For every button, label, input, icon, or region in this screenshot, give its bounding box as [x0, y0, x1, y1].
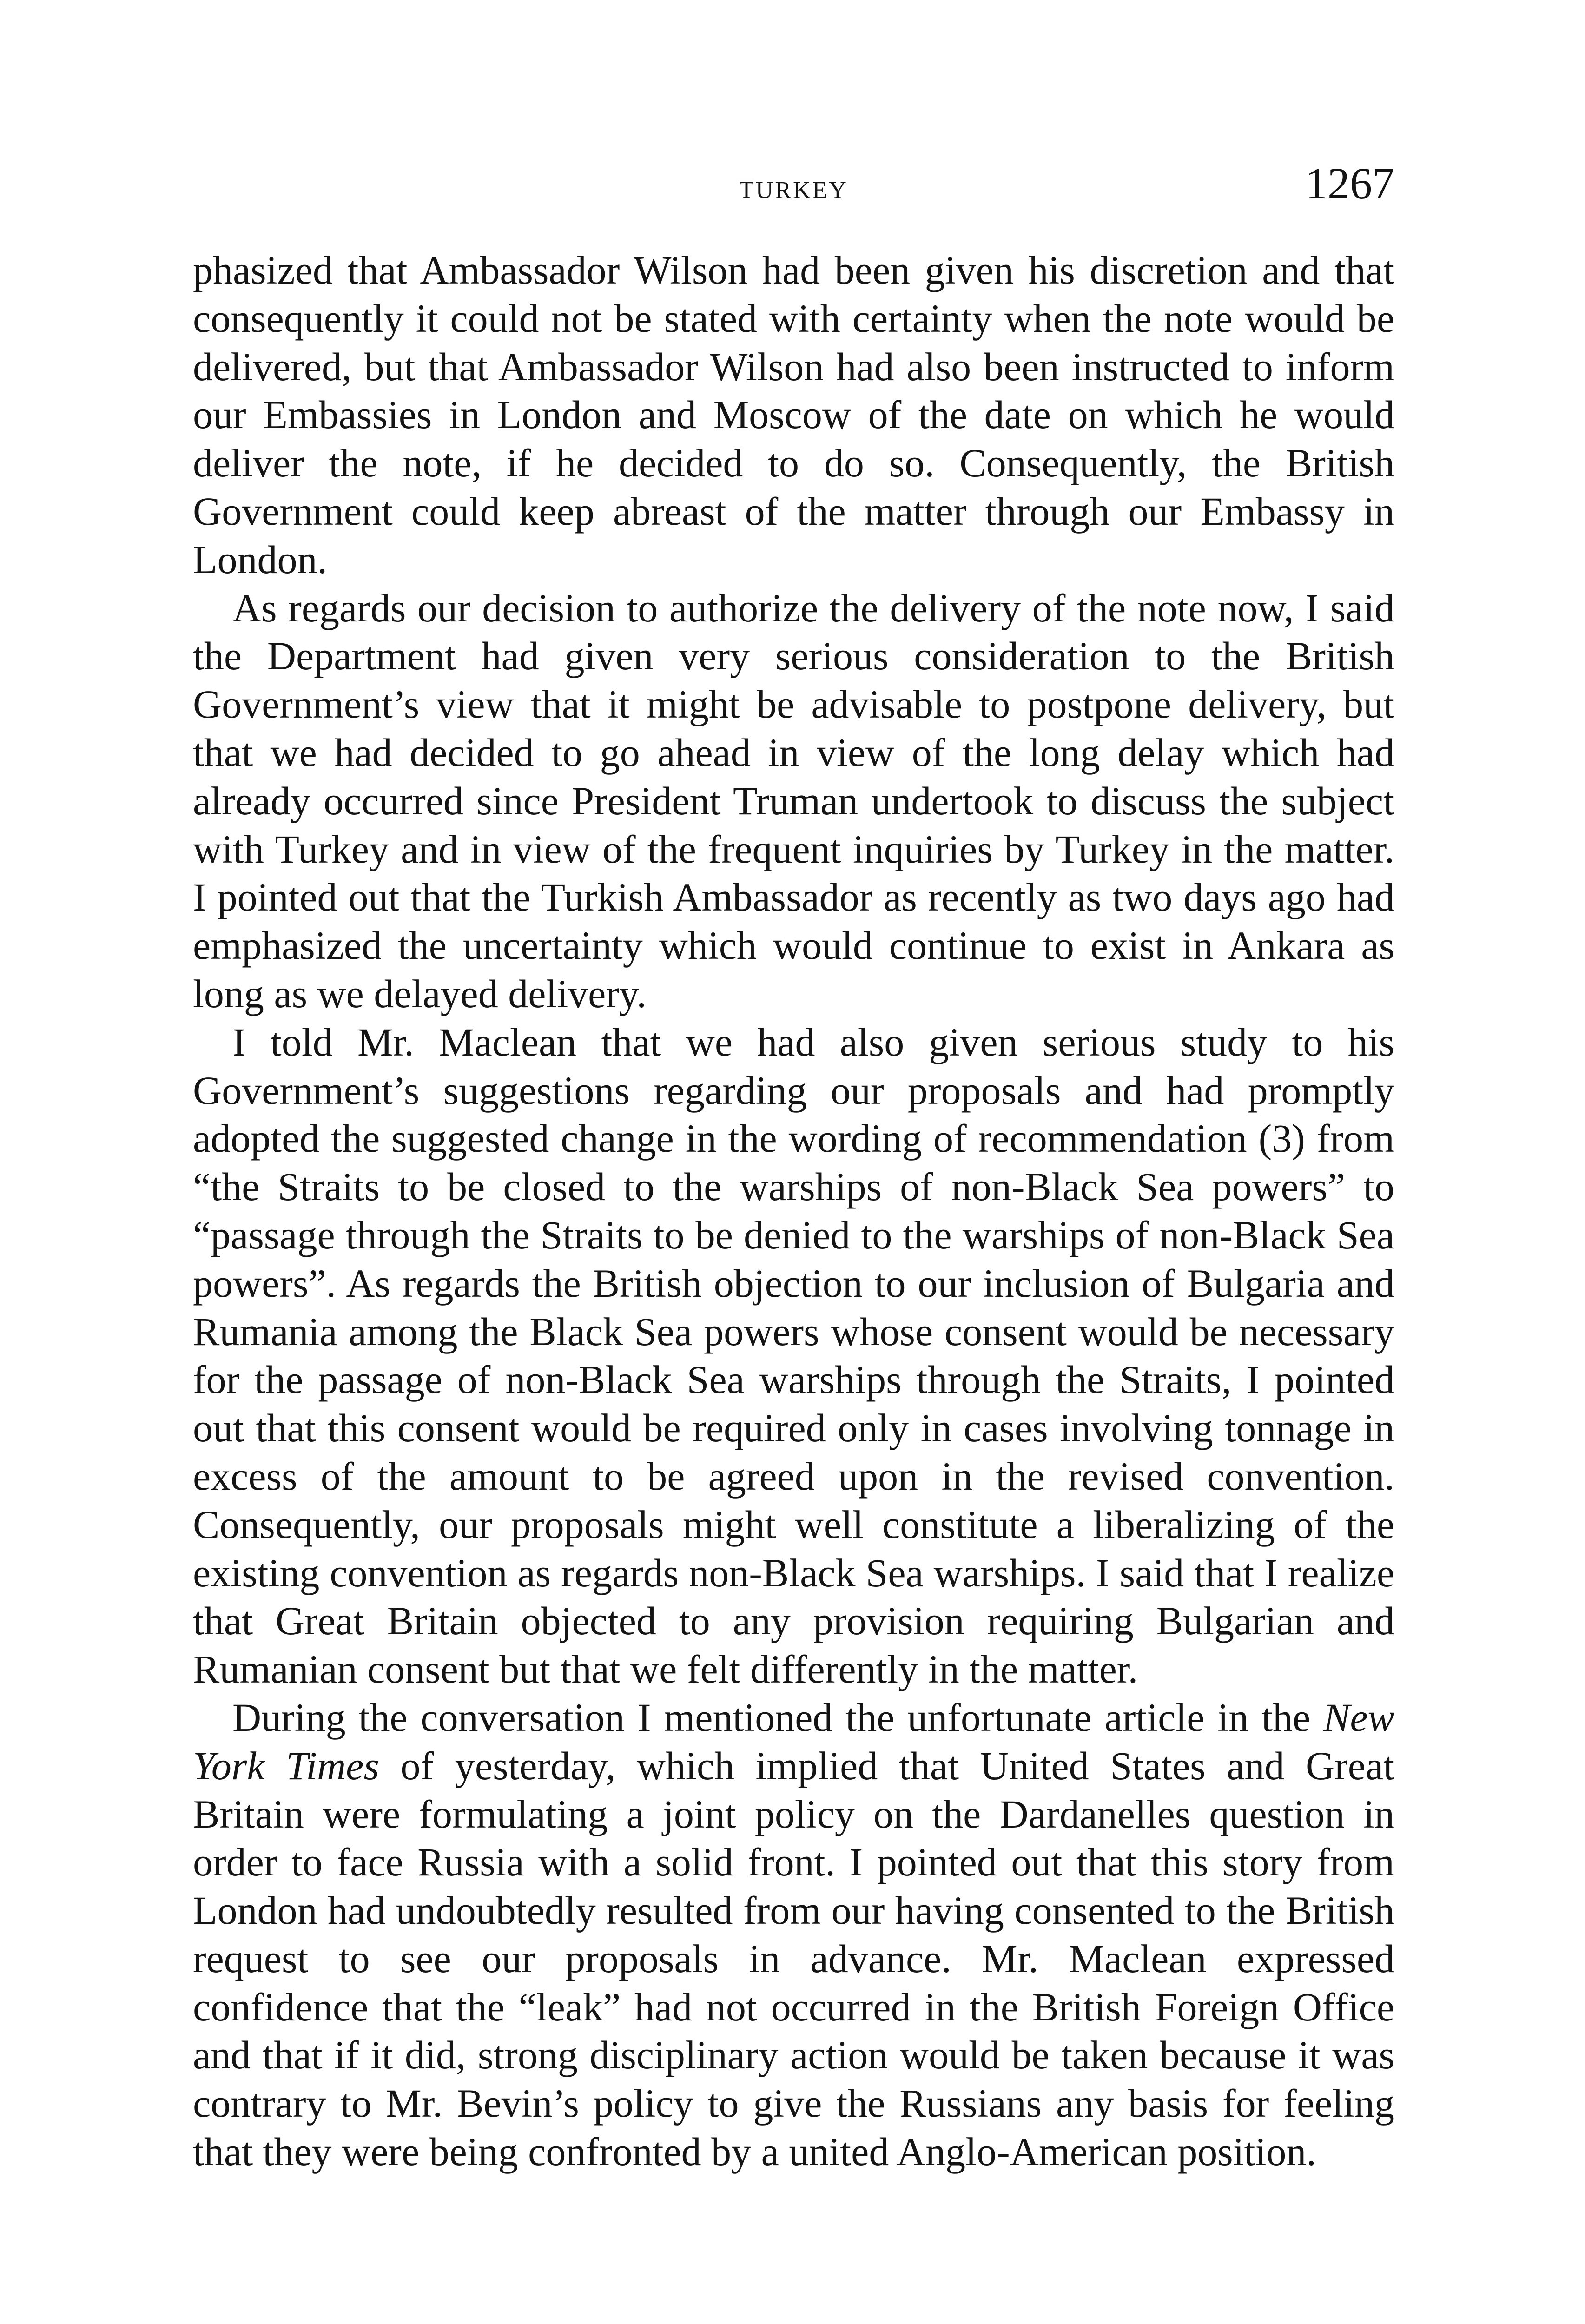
section-title: TURKEY: [739, 177, 848, 204]
paragraph-continuation: phasized that Ambassador Wilson had been given his discretion and that consequently it could not be stated with certainty when the note would be delivered, but that Ambassador Wilson had also been instructed to inform our Embassies in London and Moscow of the date on which he would deliver the note, if he decided to do so. Consequently, the British Government could keep abreast of the matter through our Embassy in London.: [193, 248, 1394, 582]
running-head: [193, 158, 1394, 218]
paragraph-text-after: of yesterday, which implied that United States and Great Britain were formulating a joint policy on the Dardanelles question in order to face Russia with a solid front. I pointed out that this story from London had undoubtedly resulted from our having consented to the British request to see our proposals in advance. Mr. Maclean expressed confidence that the “leak” had not occurred in the British Foreign Office and that if it did, strong disciplinary action would be taken because it was contrary to Mr. Bevin’s policy to give the Russians any basis for feeling that they were being confronted by a united Anglo-American position.: [193, 1743, 1395, 2174]
page-number: 1267: [1305, 158, 1394, 208]
paragraph-text-before: During the conversation I mentioned the unfortunate article in the: [232, 1695, 1324, 1740]
body-text: [193, 246, 1394, 2176]
paragraph-newspaper-article: [193, 1694, 1394, 2176]
paragraph-delivery-decision: As regards our decision to authorize the delivery of the note now, I said the Department had given very serious consideration to the British Government’s view that it might be advisable to postpone delivery, but that we had decided to go ahead in view of the long delay which had already occurred since President Truman undertook to discuss the subject with Turkey and in view of the frequent inquiries by Turkey in the matter. I pointed out that the Turkish Ambassador as recently as two days ago had emphasized the uncertainty which would continue to exist in Ankara as long as we delayed delivery.: [193, 585, 1394, 1016]
newspaper-title: New York Times: [193, 1695, 1394, 1788]
paragraph-government-suggestions: I told Mr. Maclean that we had also given serious study to his Government’s suggestions regarding our proposals and had promptly adopted the suggested change in the wording of recommendation (3) from “the Straits to be closed to the warships of non-Black Sea powers” to “passage through the Straits to be denied to the warships of non-Black Sea powers”. As regards the British objection to our inclusion of Bulgaria and Rumania among the Black Sea powers whose consent would be necessary for the passage of non-Black Sea warships through the Straits, I pointed out that this consent would be required only in cases involving tonnage in excess of the amount to be agreed upon in the revised convention. Consequently, our proposals might well constitute a liberalizing of the existing convention as regards non-Black Sea warships. I said that I realize that Great Britain objected to any provision requiring Bulgarian and Rumanian consent but that we felt differently in the matter.: [193, 1019, 1394, 1692]
